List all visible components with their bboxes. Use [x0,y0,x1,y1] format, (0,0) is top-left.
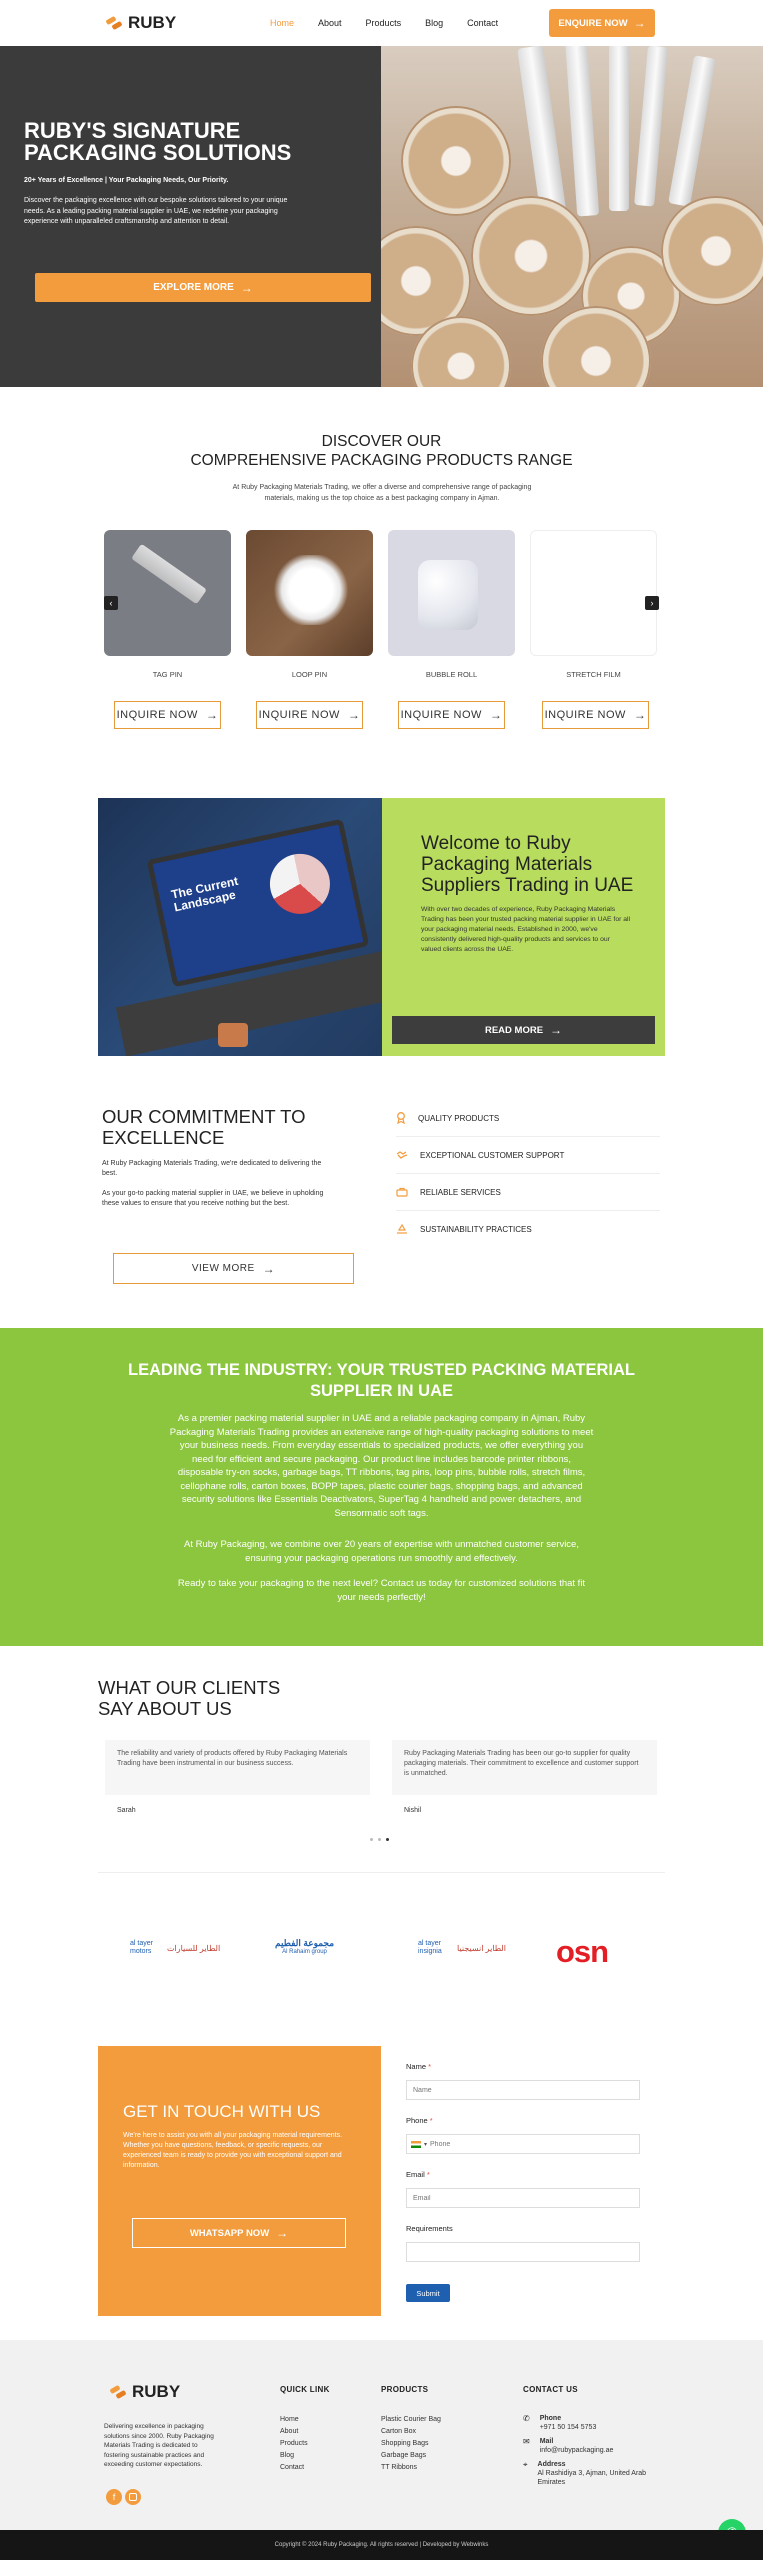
mail-label-text: Mail [539,2438,554,2445]
product-name: LOOP PIN [291,670,328,679]
testimonials-title [98,1677,280,1719]
pagination-dot[interactable] [370,1838,373,1841]
welcome-title: Welcome to Ruby Packaging Materials Suppliers Trading in UAE [421,833,634,896]
name-label-text: Name [406,2062,427,2071]
commitment-item [396,1211,660,1248]
product-name: BUBBLE ROLL [425,670,478,679]
commitment-item-label: SUSTAINABILITY PRACTICES [420,1225,532,1234]
commitment-text-1: At Ruby Packaging Materials Trading, we're dedicated to delivering the best. [102,1160,322,1177]
footer-phone [523,2414,643,2432]
hero-image-paper-rolls [381,46,763,387]
chevron-down-icon[interactable]: ▾ [424,2141,428,2148]
whatsapp-now-button[interactable] [132,2218,346,2248]
discover-title-line1: DISCOVER OUR [321,433,442,450]
site-footer [0,2340,763,2560]
nav-products[interactable]: Products [365,18,402,28]
copyright-bar [0,2530,763,2560]
recycle-icon [396,1224,408,1235]
footer-link[interactable]: TT Ribbons [381,2464,418,2471]
contact-title: GET IN TOUCH WITH US [123,2102,321,2121]
view-more-button[interactable] [113,1253,354,1284]
hero-section [0,46,763,387]
phone-label-text: Phone [539,2415,562,2422]
phone-input[interactable] [430,2141,620,2148]
hero-title: RUBY'S SIGNATURE PACKAGING SOLUTIONS [24,118,292,165]
services-icon [396,1187,408,1197]
footer-logo[interactable] [110,2382,180,2402]
required-mark: * [428,2062,432,2071]
commitment-item [396,1100,660,1137]
arrow-right-icon: → [633,16,646,30]
arrow-right-icon: → [240,280,253,295]
footer-link[interactable]: About [280,2428,299,2435]
footer-email[interactable]: info@rubypackaging.ae [539,2447,614,2454]
arrow-right-icon: → [276,2226,289,2240]
logo-mark-icon [110,2385,127,2399]
inquire-now-button[interactable] [398,701,505,729]
inquire-now-label: INQUIRE NOW [116,709,198,721]
commitment-item-label: EXCEPTIONAL CUSTOMER SUPPORT [420,1150,565,1160]
testimonial-text: Ruby Packaging Materials Trading has been our go-to supplier for quality packaging materials. Their commitment to excellence and customer support is unmatched. [404,1750,639,1777]
footer-link[interactable]: Home [280,2416,299,2423]
inquire-now-label: INQUIRE NOW [400,709,482,721]
requirements-input[interactable] [406,2242,640,2262]
contact-form [406,2062,640,2298]
email-input[interactable] [406,2188,640,2208]
laptop-screen-text: The Current Landscape [169,873,240,915]
discover-description: At Ruby Packaging Materials Trading, we offer a diverse and comprehensive range of packaging materials, making us the top choice as a best packaging company in Ajman. [232,484,532,502]
footer-contact-title: CONTACT US [523,2385,578,2394]
commitment-item [396,1174,660,1211]
industry-text-1: As a premier packing material supplier in UAE and a reliable packaging company in Ajman, Ruby Packaging Materials Trading provides an extensive range of high-quality packaging solutions to meet your business needs. From everyday essentials to specialized products, we offer everything you need for efficient and secure packaging. Our product line includes barcode printer ribbons, disposable try-on socks, garbage bags, TT ribbons, tag pins, loop pins, bubble rolls, stretch films, cellophane rolls, carton boxes, BOPP tapes, plastic courier bags, shopping bags, and advanced security solutions like Essentials Deactivators, SuperTag 4 handheld and power detachers, and Sensormatic soft tags. [169,1413,594,1519]
client-arabic-name: مجموعة الفطيم [275,1938,335,1948]
name-input[interactable] [406,2080,640,2100]
discover-title [0,432,763,470]
contact-panel [98,2046,381,2316]
inquire-now-label: INQUIRE NOW [544,709,626,721]
email-label [406,2170,430,2179]
pagination-dot[interactable] [386,1838,389,1841]
commitment-item [396,1137,660,1174]
product-name: TAG PIN [152,670,183,679]
inquire-now-button[interactable] [542,701,649,729]
explore-more-button[interactable] [35,273,371,302]
product-card-stretch-film[interactable] [530,530,657,656]
header-enquire-button[interactable] [549,9,655,37]
commitment-list [396,1100,660,1248]
welcome-description: With over two decades of experience, Ruby Packaging Materials Trading has been your trusted packing material supplier in UAE for all your packaging material needs. Established in 2000, we've consistently delivered high-quality products and services to our valued clients across the UAE. [421,906,631,953]
logo-mark-icon [106,16,123,30]
brand-logo[interactable] [106,13,176,33]
brand-name: RUBY [128,13,177,32]
hero-tagline: 20+ Years of Excellence | Your Packaging Needs, Our Priority. [24,177,229,184]
footer-link[interactable]: Blog [280,2452,295,2459]
client-logo-al-rahaim [275,1938,334,1955]
arrow-right-icon: → [347,708,361,722]
explore-more-label: EXPLORE MORE [153,282,234,293]
footer-link[interactable]: Contact [280,2464,305,2471]
facebook-icon[interactable]: f [106,2489,122,2505]
location-pin-icon: ⌖ [523,2460,528,2469]
industry-section [0,1328,763,1646]
industry-text-3: Ready to take your packaging to the next level? Contact us today for customized solutions that fit your needs perfectly! [177,1578,586,1603]
view-more-label: VIEW MORE [191,1263,255,1274]
whatsapp-now-label: WHATSAPP NOW [189,2227,270,2239]
commitment-text-2: As your go-to packing material supplier in UAE, we believe in upholding these values to ensure that you receive nothing but the best. [102,1190,324,1207]
nav-about[interactable]: About [318,18,342,28]
instagram-icon[interactable] [125,2489,141,2505]
testimonial-author: Nishil [404,1807,422,1814]
testimonial-card [105,1740,370,1795]
required-mark: * [426,2170,430,2179]
pagination-dot[interactable] [378,1838,381,1841]
footer-product-links [381,2414,441,2474]
divider [98,1872,665,1873]
main-nav [270,18,522,28]
footer-link[interactable]: Shopping Bags [381,2440,429,2447]
footer-link[interactable]: Products [280,2440,308,2447]
india-flag-icon[interactable] [411,2141,421,2148]
footer-link[interactable]: Garbage Bags [381,2452,427,2459]
testimonial-text: The reliability and variety of products offered by Ruby Packaging Materials Trading have been instrumental in our business success. [117,1750,348,1767]
product-carousel [0,530,763,730]
client-name: al tayer insignia [418,1940,442,1955]
client-arabic-name: الطاير للسيارات [167,1943,221,1953]
header-enquire-label: ENQUIRE NOW [558,17,628,29]
product-card-tag-pin[interactable] [104,530,231,656]
client-logo-al-tayer-motors [130,1940,220,1956]
phone-label [406,2116,433,2125]
client-arabic-name: الطاير انسيجنيا [457,1943,506,1953]
required-mark: * [429,2116,433,2125]
nav-blog[interactable]: Blog [425,18,444,28]
carousel-next-icon[interactable]: › [645,596,659,610]
award-icon [396,1112,406,1124]
submit-button[interactable]: Submit [406,2284,450,2302]
hero-description: Discover the packaging excellence with our bespoke solutions tailored to your unique needs. As a leading packing material supplier in UAE, we redefine your packaging experience with unparalleled craftsmanship and attention to detail. [24,197,288,225]
footer-brand-name: RUBY [132,2382,181,2401]
nav-home[interactable]: Home [270,18,295,28]
industry-text-2: At Ruby Packaging, we combine over 20 years of expertise with unmatched customer service, ensuring your packaging operations run smoothly and effectively. [184,1539,579,1564]
client-logo-osn: osn [556,1934,609,1969]
read-more-label: READ MORE [484,1024,544,1036]
name-label [406,2062,640,2071]
phone-icon: ✆ [523,2414,530,2423]
inquire-now-button[interactable] [256,701,363,729]
site-header [0,0,763,46]
product-card-bubble-roll[interactable] [388,530,515,656]
inquire-now-button[interactable] [114,701,221,729]
footer-about: Delivering excellence in packaging solutions since 2000. Ruby Packaging Materials Trading is dedicated to fostering sustainable practices and exceeding customer expectations. [104,2423,214,2468]
footer-address [523,2460,647,2487]
nav-contact[interactable]: Contact [467,18,499,28]
footer-mail [523,2437,643,2455]
testimonials-title-line1: WHAT OUR CLIENTS [98,1677,281,1698]
inquire-now-label: INQUIRE NOW [258,709,340,721]
phone-label-text: Phone [406,2116,428,2125]
footer-link[interactable]: Carton Box [381,2428,417,2435]
commitment-title: OUR COMMITMENT TO EXCELLENCE [102,1106,306,1148]
pie-graphic [264,848,335,919]
arrow-right-icon: → [262,1261,276,1276]
requirements-label: Requirements [406,2224,453,2233]
client-name: al tayer motors [130,1940,153,1955]
footer-quick-title: QUICK LINK [280,2385,330,2394]
copyright-text: Copyright © 2024 Ruby Packaging. All rights reserved | Developed by Webwinks [274,2542,489,2548]
footer-products-title: PRODUCTS [381,2385,429,2394]
commitment-item-label: QUALITY PRODUCTS [418,1113,500,1123]
arrow-right-icon: → [550,1023,563,1037]
arrow-right-icon: → [205,708,219,722]
footer-contact-info [523,2414,647,2487]
testimonial-pagination [370,1838,389,1841]
mail-icon: ✉ [523,2437,530,2446]
contact-description: We're here to assist you with all your packaging material requirements. Whether you have questions, feedback, or specific requests, our experienced team is ready to provide you with exceptional support and information. [123,2132,343,2169]
discover-title-line2: COMPREHENSIVE PACKAGING PRODUCTS RANGE [190,452,573,469]
arrow-right-icon: → [489,708,503,722]
footer-address-text: Al Rashidiya 3, Ajman, United Arab Emirates [537,2470,647,2486]
client-logo-al-tayer-insignia [418,1940,506,1956]
carousel-prev-icon[interactable]: ‹ [104,596,118,610]
arrow-right-icon: → [633,708,647,722]
handshake-icon [396,1150,408,1160]
testimonials-title-line2: SAY ABOUT US [98,1698,232,1719]
testimonial-author: Sarah [117,1807,136,1814]
address-label-text: Address [537,2461,566,2468]
footer-quick-links [280,2414,308,2474]
welcome-panel [382,798,665,1056]
commitment-item-label: RELIABLE SERVICES [420,1187,501,1197]
industry-title: LEADING THE INDUSTRY: YOUR TRUSTED PACKING MATERIAL SUPPLIER IN UAE [128,1361,635,1400]
footer-link[interactable]: Plastic Courier Bag [381,2416,441,2423]
phone-field [406,2134,640,2154]
footer-phone-number[interactable]: +971 50 154 5753 [539,2424,597,2431]
product-name: STRETCH FILM [566,670,621,679]
welcome-laptop-image [98,798,382,1056]
read-more-button[interactable] [392,1016,655,1044]
client-name: Al Rahaim group [282,1949,327,1955]
email-label-text: Email [406,2170,425,2179]
product-card-loop-pin[interactable] [246,530,373,656]
testimonial-card [392,1740,657,1795]
